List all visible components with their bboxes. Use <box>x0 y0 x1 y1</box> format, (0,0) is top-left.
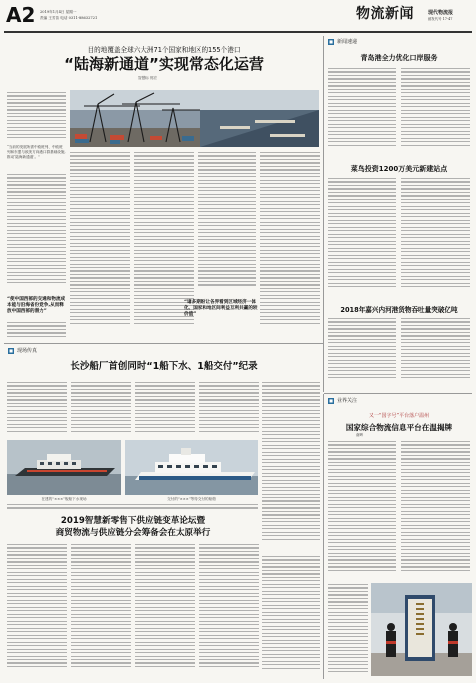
port-news-text-1a <box>328 68 396 154</box>
lead-body-col-4 <box>260 152 320 339</box>
ship-headline: 长沙船厂首创同时“1船下水、1船交付”纪录 <box>70 361 258 372</box>
lead-side-quote: “使中国西部的交通和物流成本能与沿海省份竞争,从而释放中国西部的潜力” <box>7 297 66 314</box>
ship-text-col-1 <box>7 382 67 436</box>
lead-pull-quote: “当前的发展所需中欧班列、中欧班列和东盟与欧美方向港口群基础设施,推动‘陆海新通道’。” <box>7 145 66 159</box>
retail-text-col-1 <box>7 544 67 678</box>
industry-text-col-3 <box>328 584 368 678</box>
scene-report-header <box>8 347 37 354</box>
retail-text-col-5 <box>262 556 320 678</box>
port-news-text-3a <box>328 318 396 386</box>
editor-line: 责编 王芳苗 电话 0311-88632721 <box>40 16 98 20</box>
retail-text-col-3 <box>135 544 195 678</box>
paper-code: 邮发代号 17-47 <box>428 17 453 21</box>
industry-headline: 国家综合物流信息平台在温揭牌 <box>345 423 453 432</box>
industry-focus-header <box>328 397 357 404</box>
industry-text-col-2 <box>401 441 470 581</box>
ship-text-col-5 <box>262 382 320 552</box>
retail-headline-2: 商贸物流与供应链分会筹备会在太原举行 <box>55 528 211 538</box>
section-title: 物流新闻 <box>356 6 414 22</box>
news-brief-label: 新闻速递 <box>337 39 358 45</box>
retail-headline-1: 2019智慧新零售下供应链变革论坛暨 <box>60 516 206 526</box>
ship-photo-caption-right: 交付的“×××”等待交付的船舶 <box>167 497 216 501</box>
column-divider <box>323 36 324 392</box>
port-news-text-2b <box>401 178 470 296</box>
port-news-title-2: 菜鸟投资1200万美元新建站点 <box>350 165 448 173</box>
masthead-rule <box>4 31 472 33</box>
right-section-rule <box>324 393 472 394</box>
section-marker-icon: ■ <box>329 397 333 403</box>
plaque-unveiling-photo <box>371 583 472 676</box>
industry-focus-label: 业界关注 <box>337 398 358 404</box>
ship-text-col-3 <box>135 382 195 436</box>
ship-photo-caption-left: 在建的“×××”舰船下水现场 <box>41 497 87 501</box>
port-news-title-3: 2018年嘉兴内河港货物吞吐量突破亿吨 <box>340 306 458 314</box>
lead-kicker: 目的地覆盖全球六大洲71个国家和地区的155个港口 <box>87 46 241 54</box>
ship-text-bottom <box>7 504 258 512</box>
lead-left-text <box>7 174 66 294</box>
section-rule <box>4 343 323 344</box>
port-news-text-1b <box>401 68 470 154</box>
retail-text-col-2 <box>71 544 131 678</box>
ship-text-col-4 <box>199 382 259 436</box>
paper-name: 现代物流报 <box>428 10 454 16</box>
ship-delivery-photo <box>125 440 258 495</box>
lead-intro-text <box>7 92 66 144</box>
news-brief-header <box>328 38 357 45</box>
lead-body-col-3 <box>198 152 256 298</box>
section-marker-icon: ■ <box>329 38 333 44</box>
industry-byline: 谢晖 <box>356 433 364 437</box>
section-marker-icon: ■ <box>9 347 13 353</box>
dateline: 2019年1月4日 星期一 <box>40 10 77 14</box>
industry-text-col-1 <box>328 441 396 581</box>
industry-kicker: 又一“国字号”平台落户温州 <box>368 413 430 419</box>
page-number: A2 <box>6 3 36 27</box>
port-news-text-2a <box>328 178 396 296</box>
port-news-title-1: 青岛港全力优化口岸服务 <box>360 54 438 62</box>
scene-report-label: 现场传真 <box>17 348 38 354</box>
port-crane-photo <box>70 90 319 147</box>
port-news-text-3b <box>401 318 470 386</box>
lead-headline: “陆海新通道”实现常态化运营 <box>64 55 264 73</box>
retail-text-col-4 <box>199 544 259 678</box>
lead-mid-quote: “诸多期盼让各界看到区域经济一体化、国家和地区间利益互利共赢的较价值” <box>184 300 258 317</box>
masthead <box>4 4 472 30</box>
lead-body-col-1 <box>70 152 130 339</box>
ship-text-col-2 <box>71 382 131 436</box>
column-divider-lower <box>323 394 324 679</box>
lead-left-text-2 <box>7 322 66 339</box>
ship-launch-photo <box>7 440 121 495</box>
lead-byline: 智慧标 郭宏 <box>138 76 158 80</box>
